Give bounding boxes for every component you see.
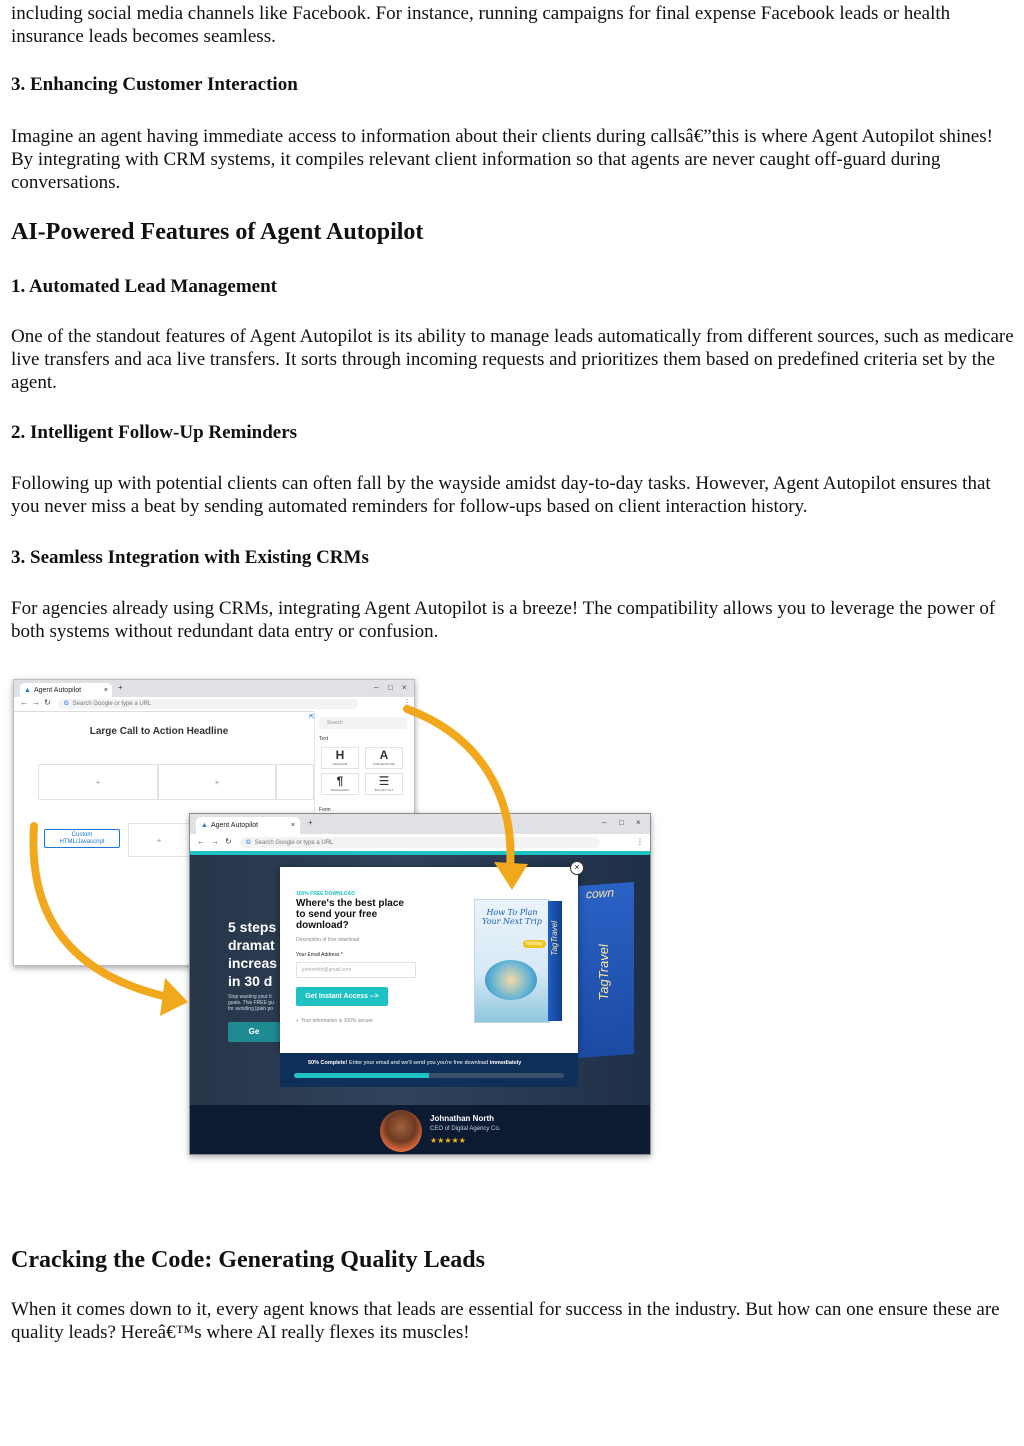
email-field-label: Your Email Address * (296, 952, 343, 958)
feature-1-heading: 1. Automated Lead Management (11, 276, 277, 297)
tab-close-icon[interactable]: × (103, 686, 108, 694)
tab-close-icon[interactable]: × (290, 822, 295, 829)
feature-3-heading: 3. Seamless Integration with Existing CRMs (11, 547, 369, 568)
new-tab-icon[interactable]: + (308, 818, 313, 827)
panel-search-input[interactable]: Search (319, 717, 407, 729)
popup-close-icon[interactable]: × (570, 861, 584, 875)
popup-tag: 100% FREE DOWNLOAD (296, 891, 355, 897)
kebab-menu-icon[interactable]: ⋮ (636, 837, 644, 846)
reload-icon[interactable]: ↻ (44, 698, 51, 707)
ebook-title: How To Plan Your Next Trip (482, 908, 542, 926)
email-field[interactable]: johnsmith@gmail.com (296, 962, 416, 978)
testimonial-stars: ★★★★★ (430, 1136, 466, 1145)
bullet-list-icon: ☰ (378, 774, 390, 788)
tool-subheadline-label: SUB-HEADLINE (372, 762, 396, 766)
ebook-badge: Holiday (523, 940, 546, 948)
maximize-icon[interactable]: □ (388, 683, 393, 692)
reload-icon[interactable]: ↻ (225, 837, 232, 846)
panel-form-label: Form (319, 807, 331, 813)
add-element-icon[interactable]: + (156, 835, 162, 845)
builder-tab-title: Agent Autopilot (33, 686, 82, 694)
headline-icon: H (335, 748, 345, 762)
add-element-icon[interactable]: + (214, 777, 220, 787)
minimize-icon[interactable]: – (602, 818, 607, 827)
progress-message: Enter your email and we'll send you you're free download (347, 1060, 490, 1066)
new-tab-icon[interactable]: + (118, 683, 123, 692)
paragraph-icon: ¶ (336, 774, 344, 788)
window-close-icon[interactable]: × (402, 683, 407, 692)
google-g-icon: G (64, 701, 69, 707)
tool-headline-label: HEADLINE (332, 762, 348, 766)
progress-percent-text: 50% Complete! (308, 1060, 348, 1066)
agent-autopilot-logo-icon: ▲ (24, 686, 31, 694)
builder-url-placeholder: Search Google or type a URL (72, 701, 152, 707)
progress-message-end: immediately (489, 1060, 522, 1066)
cracking-paragraph: When it comes down to it, every agent knows that leads are essential for success in the industry. But how can one ensure these are quality leads? Hereâ€™s where AI really flexes its muscles! (11, 1299, 1000, 1343)
section-3-heading: 3. Enhancing Customer Interaction (11, 74, 298, 95)
custom-html-button[interactable]: Custom HTML/Javascript (44, 829, 120, 848)
popup-description: Description of free download (296, 937, 360, 943)
forward-arrow-icon[interactable]: → (32, 698, 40, 707)
ebook-spine-text: TagTravel (550, 921, 559, 956)
hero-heading-line: dramat (228, 937, 275, 953)
hero-heading-line: 5 steps (228, 919, 277, 935)
section-3-paragraph: Imagine an agent having immediate access to information about their clients during callsâ€”this is where Agent Autopilot shines! By integrating with CRM systems, it compiles relevant client information so that agents are never caught off-guard during conversations. (11, 126, 993, 193)
tool-paragraph-label: PARAGRAPH (330, 788, 350, 792)
maximize-icon[interactable]: □ (619, 818, 624, 827)
product-box-top-text: cown (586, 885, 615, 902)
forward-arrow-icon[interactable]: → (211, 837, 219, 846)
hero-cta-button[interactable]: Ge (228, 1022, 280, 1042)
feature-1-paragraph: One of the standout features of Agent Autopilot is its ability to manage leads automatically from different sources, such as medicare live transfers and aca live transfers. It sorts through incoming requests and prioritizes them based on predefined criteria set by the agent. (11, 326, 1014, 393)
hero-subtext-line: for avoiding [pain po (228, 1006, 274, 1012)
features-heading: AI-Powered Features of Agent Autopilot (11, 219, 424, 245)
shield-icon: ◐ (296, 1018, 300, 1024)
landing-url-placeholder: Search Google or type a URL (254, 839, 334, 846)
product-screenshot-illustration (10, 676, 655, 1160)
testimonial-title: CEO of Digital Agency Co. (430, 1126, 501, 1132)
hero-heading-line: in 30 d (228, 973, 273, 989)
testimonial-name: Johnathan North (430, 1114, 494, 1123)
feature-2-paragraph: Following up with potential clients can often fall by the wayside amidst day-to-day tasks. However, Agent Autopilot ensures that you never miss a beat by sending automated reminders for follow-ups based on client interaction history. (11, 473, 991, 517)
window-close-icon[interactable]: × (636, 818, 641, 827)
cracking-heading: Cracking the Code: Generating Quality Leads (11, 1247, 485, 1273)
secure-note-text: Your information is 100% secure (301, 1018, 373, 1024)
flow-arrows (10, 676, 655, 1160)
hero-subtext-line: Stop wasting your ti (228, 994, 272, 1000)
hero-subtext-line: goals. This FREE gu (228, 1000, 274, 1006)
kebab-menu-icon[interactable]: ⋮ (403, 698, 411, 707)
add-element-icon[interactable]: + (95, 777, 101, 787)
google-g-icon: G (246, 839, 251, 846)
right-curved-arrow-icon (407, 709, 528, 890)
back-arrow-icon[interactable]: ← (197, 837, 205, 846)
landing-tab-title: Agent Autopilot (210, 822, 259, 829)
panel-text-label: Text (319, 736, 329, 742)
get-instant-access-button[interactable]: Get Instant Access --> (296, 987, 388, 1006)
builder-headline[interactable]: Large Call to Action Headline (89, 726, 229, 737)
product-box-spine-text: TagTravel (596, 943, 611, 1002)
agent-autopilot-logo-icon: ▲ (201, 822, 208, 829)
left-curved-arrow-icon (33, 826, 188, 1016)
feature-3-paragraph: For agencies already using CRMs, integrating Agent Autopilot is a breeze! The compatibility allows you to leverage the power of both systems without redundant data entry or confusion. (11, 598, 996, 642)
tool-bullet-list-label: BULLET LIST (374, 788, 394, 792)
popup-title: Where's the best place to send your free download? (296, 898, 404, 931)
panel-collapse-icon[interactable]: ⇱ (309, 714, 315, 721)
feature-2-heading: 2. Intelligent Follow-Up Reminders (11, 422, 298, 443)
hero-heading-line: increas (228, 955, 278, 971)
intro-continued-paragraph: including social media channels like Facebook. For instance, running campaigns for final expense Facebook leads or health insurance leads becomes seamless. (11, 3, 951, 47)
minimize-icon[interactable]: – (374, 683, 379, 692)
subheadline-icon: A (379, 748, 389, 762)
back-arrow-icon[interactable]: ← (20, 698, 28, 707)
